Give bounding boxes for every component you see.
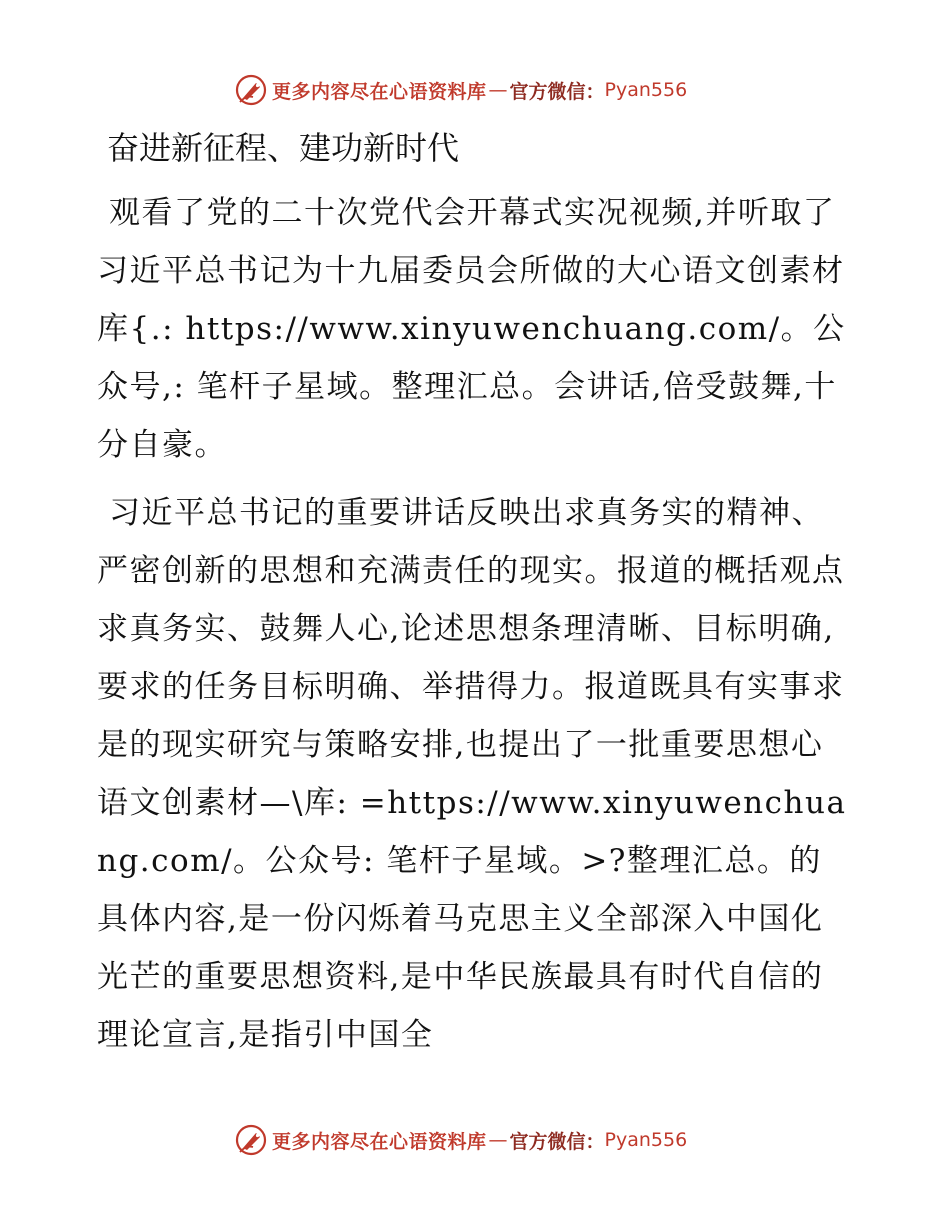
- document-body: [97, 122, 852, 1074]
- banner-text: 更多内容尽在心语资料库: [272, 80, 487, 103]
- pen-nib-logo-icon: [234, 1123, 268, 1157]
- banner-text: 更多内容尽在心语资料库: [272, 1130, 487, 1153]
- pen-nib-logo-icon: [234, 73, 268, 107]
- banner-official-label: 官方微信：: [509, 1130, 605, 1153]
- banner-dash: —: [488, 79, 508, 101]
- document-title: 奋进新征程、建功新时代: [107, 129, 460, 167]
- banner-wechat-id: Pyan556: [604, 1129, 688, 1151]
- banner-dash: —: [488, 1129, 508, 1151]
- banner-wechat-id: Pyan556: [604, 79, 688, 101]
- footer-banner: [234, 1122, 687, 1158]
- header-banner: [234, 72, 687, 108]
- banner-official-label: 官方微信：: [509, 80, 605, 103]
- paragraph-1: 观看了党的二十次党代会开幕式实况视频,并听取了习近平总书记为十九届委员会所做的大心语文创素材库{.: https://www.xinyuwenchuang.com/。公众号,: 笔杆子星域。整理汇总。会讲话,倍受鼓舞,十分自豪。: [97, 195, 846, 463]
- paragraph-2: 习近平总书记的重要讲话反映出求真务实的精神、严密创新的思想和充满责任的现实。报道的概括观点求真务实、鼓舞人心,论述思想条理清晰、目标明确,要求的任务目标明确、举措得力。报道既具有实事求是的现实研究与策略安排,也提出了一批重要思想心语文创素材—\库: =https://www.xinyuwenchuang.com/。公众号: 笔杆子星域。>?整理汇总。的具体内容,是一份闪烁着马克思主义全部深入中国化光芒的重要思想资料,是中华民族最具有时代自信的理论宣言,是指引中国全: [97, 495, 847, 1053]
